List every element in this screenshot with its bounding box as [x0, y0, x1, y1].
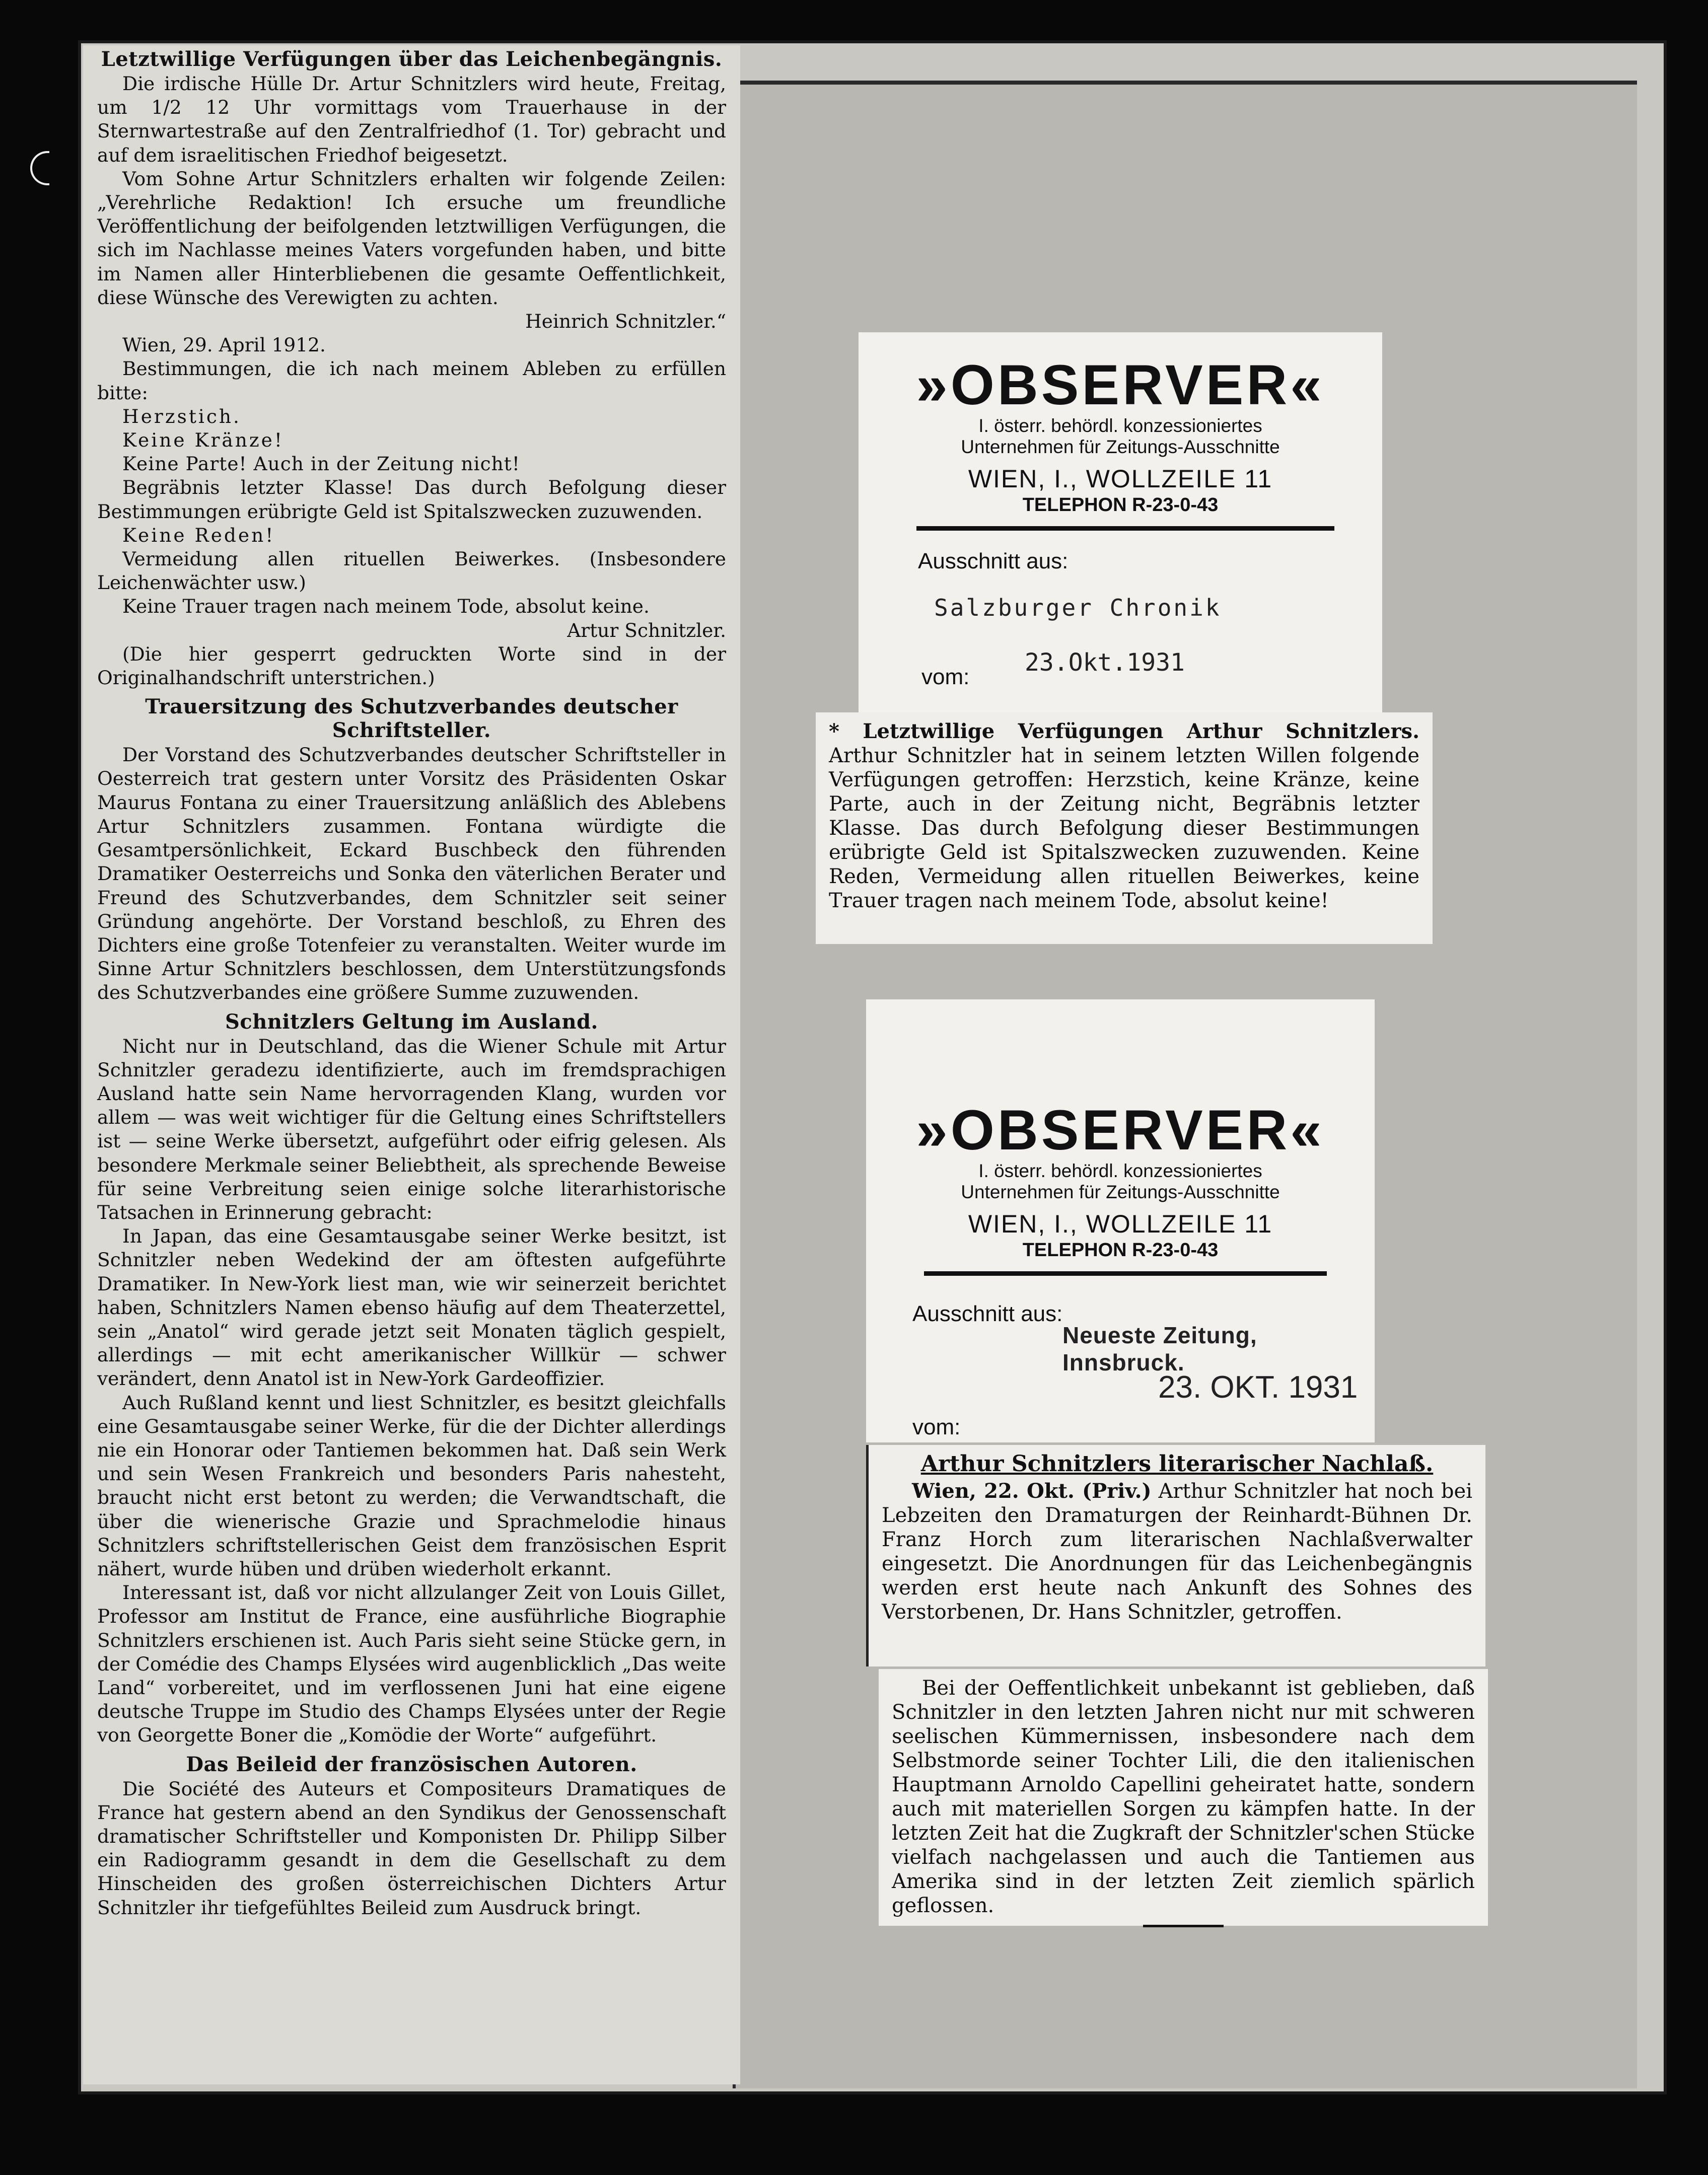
end-rule: [1143, 1925, 1224, 1927]
clipping-dateline: Wien, 22. Okt. (Priv.): [912, 1479, 1152, 1503]
clipping-date: 23. OKT. 1931: [1158, 1370, 1358, 1405]
clipping-text: Arthur Schnitzler hat in seinem letzten Willen folgende Verfügungen getroffen: Herzstich, keine Kränze, keine Parte, auch in der Zeitung nicht, Begräbnis letzter Klasse. Das durch Befolgung dieser Bestimmungen erübrigte Geld ist Spitalszwecken zuzuwenden. Keine Reden, Vermeidung allen rituellen Beiwerkes, keine Trauer tragen nach meinem Tode, absolut keine!: [829, 744, 1419, 912]
heading-geltung: Schnitzlers Geltung im Ausland.: [225, 1009, 598, 1034]
date-line: Wien, 29. April 1912.: [122, 334, 326, 356]
label-vom: vom:: [912, 1415, 961, 1439]
paragraph: Vom Sohne Artur Schnitzlers erhalten wir folgende Zeilen: „Verehrliche Redaktion! Ich ersuche um freundliche Veröffentlichung der beifolgenden letztwilligen Verfügungen, die sich im Nachlasse meines Vaters vorgefunden haben, und bitte im Namen aller Hinterbliebenen die gesamte Oeffentlichkeit, diese Wünsche des Verewigten zu achten.: [97, 167, 726, 309]
stamp-address: WIEN, I., WOLLZEILE 11: [968, 465, 1273, 493]
heading-trauersitzung: Trauersitzung des Schutzverbandes deutscher Schriftsteller.: [145, 695, 678, 743]
signature-artur: Artur Schnitzler.: [567, 619, 726, 641]
label-vom: vom:: [921, 665, 970, 689]
stamp-rule: [916, 526, 1334, 531]
list-item: Keine Reden!: [122, 524, 275, 546]
paragraph: Die Société des Auteurs et Compositeurs Dramatiques de France hat gestern abend an den Syndikus der Genossenschaft dramatischer Schriftsteller und Komponisten Dr. Philipp Silber ein Radiogramm gesandt in dem die Gesellschaft zu dem Hinscheiden des großen österreichischen Dichters Artur Schnitzler ihr tiefgefühltes Beileid zum Ausdruck bringt.: [97, 1777, 726, 1919]
list-item: Keine Parte! Auch in der Zeitung nicht!: [122, 453, 520, 475]
clipping-nachlass: [866, 1445, 1485, 1666]
stamp-telephone: TELEPHON R-23-0-43: [1022, 1240, 1219, 1261]
clipping-text: Bei der Oeffentlichkeit unbekannt ist geblieben, daß Schnitzler in den letzten Jahren nicht nur mit schweren seelischen Kümmernissen, insbesondere nach dem Selbstmorde seiner Tochter Lili, die den italienischen Hauptmann Arnoldo Capellini geheiratet hatte, sondern auch mit materiellen Sorgen zu kämpfen hatte. In der letzten Zeit hat die Zugkraft der Schnitzler'schen Stücke vielfach nachgelassen und auch die Tantiemen aus Amerika sind in der letzten Zeit ziemlich spärlich geflossen.: [892, 1677, 1475, 1917]
paragraph: Nicht nur in Deutschland, das die Wiener Schule mit Artur Schnitzler geradezu identifizierte, auch im fremdsprachigen Ausland hatte sein Name hervorragenden Klang, wurden vor allem — was weit wichtiger für die Geltung eines Schriftstellers ist — seine Werke übersetzt, aufgeführt oder eifrig gelesen. Als besondere Merkmale seiner Beliebtheit, als sprechende Beweise für seine Verbreitung seien einige solche literarhistorische Tatsachen in Erinnerung gebracht:: [97, 1035, 726, 1223]
heading-verfuegungen: Letztwillige Verfügungen über das Leichenbegängnis.: [101, 47, 723, 71]
heading-beileid: Das Beileid der französischen Autoren.: [186, 1752, 637, 1776]
observer-logo: »OBSERVER«: [916, 1099, 1325, 1162]
clipping-verfuegungen: [816, 712, 1433, 944]
stamp-subtitle: I. österr. behördl. konzessioniertes: [978, 1161, 1262, 1181]
list-item: Begräbnis letzter Klasse! Das durch Befolgung dieser Bestimmungen erübrigte Geld ist Spitalszwecken zuzuwenden.: [97, 476, 726, 523]
stamp-subtitle: Unternehmen für Zeitungs-Ausschnitte: [961, 1182, 1280, 1202]
observer-stamp-2: [866, 999, 1375, 1442]
stamp-subtitle: Unternehmen für Zeitungs-Ausschnitte: [961, 437, 1280, 457]
paragraph: Die irdische Hülle Dr. Artur Schnitzlers wird heute, Freitag, um 1/2 12 Uhr vormittags vom Trauerhause in der Sternwartestraße auf den Zentralfriedhof (1. Tor) gebracht und auf dem israelitischen Friedhof beigesetzt.: [97, 72, 726, 166]
paragraph: Bestimmungen, die ich nach meinem Ableben zu erfüllen bitte:: [97, 357, 726, 404]
stamp-address: WIEN, I., WOLLZEILE 11: [968, 1210, 1273, 1238]
list-item: Keine Trauer tragen nach meinem Tode, absolut keine.: [122, 595, 650, 618]
label-ausschnitt: Ausschnitt aus:: [918, 549, 1069, 573]
observer-logo: »OBSERVER«: [916, 353, 1325, 416]
observer-stamp-1: [859, 332, 1382, 715]
clipping-sorgen: [879, 1669, 1488, 1926]
scan-mark: [30, 151, 49, 185]
clipping-headline: Arthur Schnitzlers literarischer Nachlaß.: [920, 1451, 1434, 1477]
list-item: Herzstich.: [122, 405, 241, 427]
paragraph: Der Vorstand des Schutzverbandes deutscher Schriftsteller in Oesterreich trat gestern unter Vorsitz des Präsidenten Oskar Maurus Fontana zu einer Trauersitzung anläßlich des Ablebens Artur Schnitzlers zusammen. Fontana würdigte die Gesamtpersönlichkeit, Eckard Buschbeck den führenden Dramatiker Oesterreichs und Sonka den väterlichen Berater und Freund des Schutzverbandes, dem Schnitzler seit seiner Gründung angehörte. Der Vorstand beschloß, zu Ehren des Dichters eine große Totenfeier zu veranstalten. Weiter wurde im Sinne Artur Schnitzlers beschlossen, dem Unterstützungsfonds des Schutzverbandes eine größere Summe zuzuwenden.: [97, 744, 726, 1004]
clipping-date: 23.Okt.1931: [1025, 648, 1185, 677]
paragraph: Auch Rußland kennt und liest Schnitzler, es besitzt gleichfalls eine Gesamtausgabe seiner Werke, für die der Dichter allerdings nie ein Honorar oder Tantiemen bekommen hat. Daß sein Werk und sein Wesen Frankreich und besonders Paris nahesteht, braucht nicht erst betont zu werden; die Verwandtschaft, die über die wienerische Grazie und Sprachmelodie hinaus Schnitzlers schriftstellerischen Geist dem französischen Esprit nähert, wurde hüben und drüben wiederholt erkannt.: [97, 1391, 726, 1580]
note: (Die hier gesperrt gedruckten Worte sind in der Originalhandschrift unterstrichen.): [97, 642, 726, 689]
paragraph: In Japan, das eine Gesamtausgabe seiner Werke besitzt, ist Schnitzler neben Wedekind der am öftesten aufgeführte Dramatiker. In New-York liest man, wie wir seinerzeit berichtet haben, Schnitzlers Namen ebenso häufig auf dem Theaterzettel, sein „Anatol“ wird gerade jetzt seit Monaten täglich gespielt, allerdings — mit echt amerikanischer Willkür — schwer verändert, denn Anatol ist in New-York Gardeoffizier.: [97, 1225, 726, 1390]
label-ausschnitt: Ausschnitt aus:: [912, 1301, 1063, 1326]
paragraph: Interessant ist, daß vor nicht allzulanger Zeit von Louis Gillet, Professor am Institut de France, eine ausführliche Biographie Schnitzlers erschienen ist. Auch Paris sieht seine Stücke gern, in der Comédie des Champs Elysées wird augenblicklich „Das weite Land“ vorbereitet, und im verflossenen Juni hat eine eigene deutsche Truppe im Studio des Champs Elysées unter der Regie von Georgette Boner die „Komödie der Worte“ aufgeführt.: [97, 1581, 726, 1747]
stamp-subtitle: I. österr. behördl. konzessioniertes: [978, 415, 1262, 436]
newspaper-column-left: [83, 45, 740, 2084]
source-name: Neueste Zeitung, Innsbruck.: [1062, 1322, 1257, 1375]
source-name: Salzburger Chronik: [934, 594, 1222, 621]
clipping-text: Arthur Schnitzler hat noch bei Lebzeiten den Dramaturgen der Reinhardt-Bühnen Dr. Franz Horch zum literarischen Nachlaßverwalter eingesetzt. Die Anordnungen für das Leichenbegängnis werden erst heute nach Ankunft des Sohnes des Verstorbenen, Dr. Hans Schnitzler, getroffen.: [882, 1480, 1472, 1624]
signature-heinrich: Heinrich Schnitzler.“: [525, 310, 726, 333]
clipping-headline: * Letztwillige Verfügungen Arthur Schnitzlers.: [829, 719, 1419, 743]
list-item: Keine Kränze!: [122, 429, 284, 452]
list-item: Vermeidung allen rituellen Beiwerkes. (Insbesondere Leichenwächter usw.): [97, 548, 726, 594]
stamp-telephone: TELEPHON R-23-0-43: [1022, 494, 1219, 516]
stamp-rule: [924, 1271, 1327, 1276]
